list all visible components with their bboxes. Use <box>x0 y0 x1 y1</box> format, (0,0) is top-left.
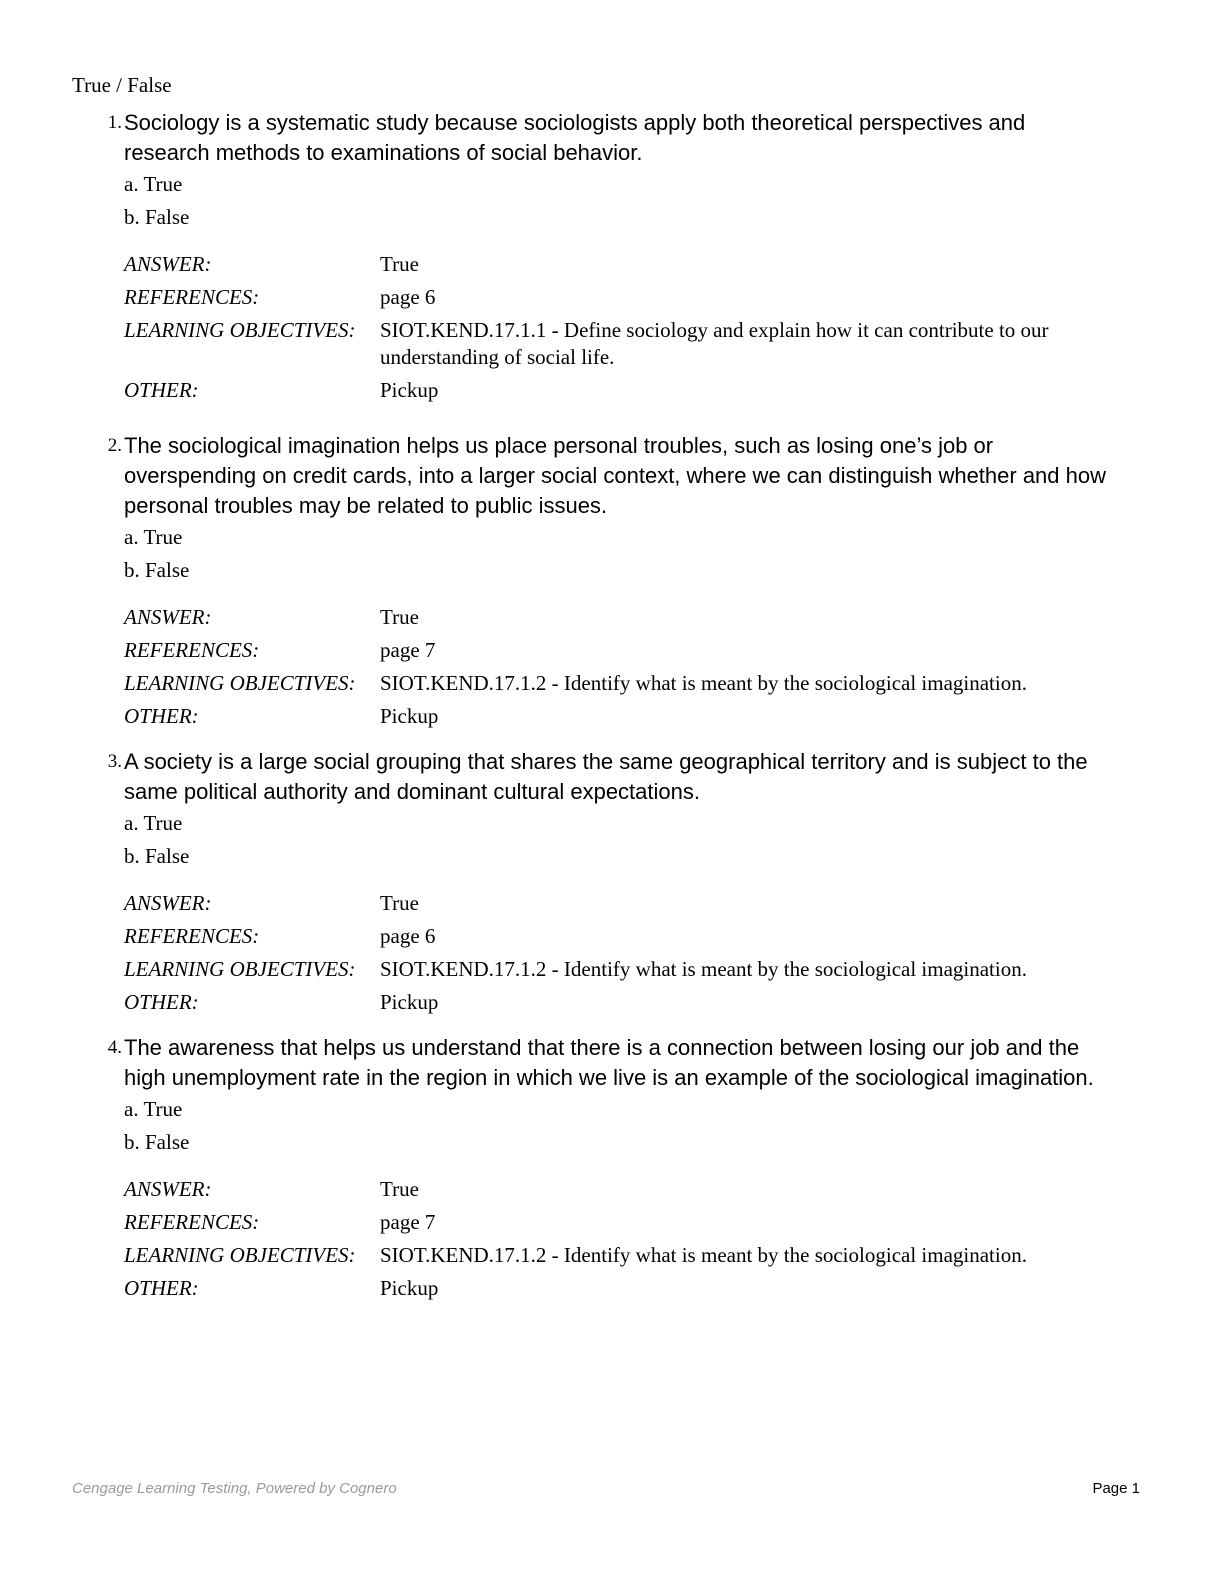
question-1 <box>0 108 1224 407</box>
answer-options <box>124 1093 1224 1159</box>
objectives-value: SIOT.KEND.17.1.2 - Identify what is meant by the sociological imagination. <box>380 957 1027 981</box>
references-label: REFERENCES: <box>124 924 260 948</box>
option-a: a. True <box>124 1097 183 1121</box>
answer-row <box>124 248 1224 281</box>
option-a: a. True <box>124 172 183 196</box>
option-a: a. True <box>124 811 183 835</box>
objectives-label: LEARNING OBJECTIVES: <box>124 318 356 342</box>
page-number: Page 1 <box>1092 1480 1140 1497</box>
answer-row <box>124 601 1224 634</box>
answer-row <box>124 1173 1224 1206</box>
other-label: OTHER: <box>124 378 199 402</box>
other-row <box>124 986 1224 1019</box>
other-value: Pickup <box>380 378 439 402</box>
option-b: b. False <box>124 844 190 868</box>
other-value: Pickup <box>380 990 439 1014</box>
references-value: page 6 <box>380 285 436 309</box>
answer-options <box>124 168 1224 234</box>
references-label: REFERENCES: <box>124 285 260 309</box>
option-b: b. False <box>124 558 190 582</box>
option-b: b. False <box>124 1130 190 1154</box>
question-number: 2. <box>107 435 122 456</box>
references-row <box>124 920 1224 953</box>
question-text: A society is a large social grouping that shares the same geographical territory and is subject to the same political authority and dominant cultural expectations. <box>124 749 1088 804</box>
objectives-row <box>124 1239 1224 1272</box>
other-value: Pickup <box>380 1276 439 1300</box>
question-3 <box>0 747 1224 1019</box>
section-title: True / False <box>72 73 172 97</box>
objectives-row <box>124 314 1224 374</box>
objectives-row <box>124 667 1224 700</box>
question-number: 1. <box>107 112 122 133</box>
references-value: page 6 <box>380 924 436 948</box>
other-label: OTHER: <box>124 1276 199 1300</box>
objectives-label: LEARNING OBJECTIVES: <box>124 1243 356 1267</box>
question-metadata <box>124 1173 1224 1305</box>
references-label: REFERENCES: <box>124 638 260 662</box>
references-value: page 7 <box>380 1210 436 1234</box>
question-metadata <box>124 248 1224 407</box>
question-list <box>0 108 1224 1319</box>
question-4 <box>0 1033 1224 1305</box>
references-row <box>124 634 1224 667</box>
objectives-value: SIOT.KEND.17.1.2 - Identify what is meant by the sociological imagination. <box>380 671 1027 695</box>
question-number: 3. <box>107 751 122 772</box>
other-value: Pickup <box>380 704 439 728</box>
answer-value: True <box>380 891 419 915</box>
question-text: Sociology is a systematic study because sociologists apply both theoretical perspectives and research methods to examinations of social behavior. <box>124 110 1026 165</box>
footer-credit: Cengage Learning Testing, Powered by Cognero <box>72 1480 397 1497</box>
objectives-row <box>124 953 1224 986</box>
answer-label: ANSWER: <box>124 891 212 915</box>
question-metadata <box>124 601 1224 733</box>
question-metadata <box>124 887 1224 1019</box>
other-label: OTHER: <box>124 704 199 728</box>
question-text: The sociological imagination helps us place personal troubles, such as losing one’s job or overspending on credit cards, into a larger social context, where we can distinguish whether and how personal troubles may be related to public issues. <box>124 433 1106 518</box>
references-value: page 7 <box>380 638 436 662</box>
answer-options <box>124 521 1224 587</box>
references-label: REFERENCES: <box>124 1210 260 1234</box>
answer-options <box>124 807 1224 873</box>
question-text: The awareness that helps us understand that there is a connection between losing our job and the high unemployment rate in the region in which we live is an example of the sociological imagination. <box>124 1035 1094 1090</box>
question-2 <box>0 431 1224 733</box>
answer-value: True <box>380 1177 419 1201</box>
answer-label: ANSWER: <box>124 605 212 629</box>
other-row <box>124 1272 1224 1305</box>
answer-label: ANSWER: <box>124 252 212 276</box>
other-row <box>124 374 1224 407</box>
answer-row <box>124 887 1224 920</box>
question-number: 4. <box>107 1037 122 1058</box>
option-a: a. True <box>124 525 183 549</box>
other-row <box>124 700 1224 733</box>
objectives-value: SIOT.KEND.17.1.1 - Define sociology and explain how it can contribute to our understanding of social life. <box>380 318 1049 369</box>
other-label: OTHER: <box>124 990 199 1014</box>
objectives-label: LEARNING OBJECTIVES: <box>124 671 356 695</box>
option-b: b. False <box>124 205 190 229</box>
answer-value: True <box>380 252 419 276</box>
references-row <box>124 281 1224 314</box>
answer-value: True <box>380 605 419 629</box>
objectives-value: SIOT.KEND.17.1.2 - Identify what is meant by the sociological imagination. <box>380 1243 1027 1267</box>
answer-label: ANSWER: <box>124 1177 212 1201</box>
objectives-label: LEARNING OBJECTIVES: <box>124 957 356 981</box>
references-row <box>124 1206 1224 1239</box>
